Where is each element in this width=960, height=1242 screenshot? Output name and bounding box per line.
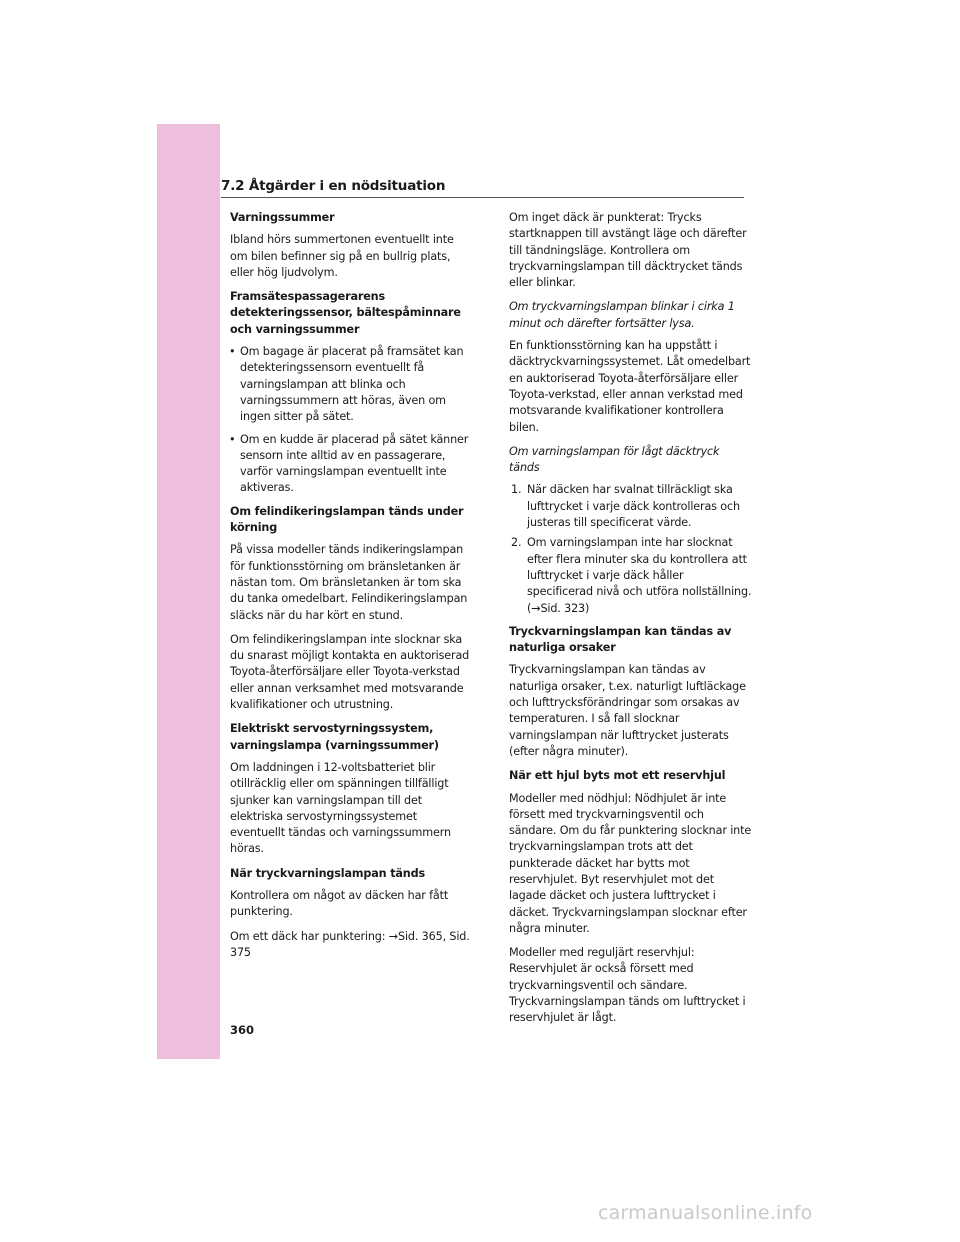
paragraph-page-reference: Om ett däck har punktering: →Sid. 365, Sid. 375 bbox=[230, 929, 470, 959]
step-text: Om varningslampan inte har slocknat efter flera minuter ska du kontrollera att lufttrycket i varje däck håller specificerad nivå och utföra nollställning. (→Sid. 323) bbox=[527, 536, 752, 615]
italic-subheading: Om tryckvarningslampan blinkar i cirka 1 minut och därefter fortsätter lysa. bbox=[509, 300, 735, 330]
heading-malfunction-lamp: Om felindikeringslampan tänds under körning bbox=[230, 504, 464, 535]
left-column bbox=[230, 210, 473, 969]
paragraph: På vissa modeller tänds indikeringslampan för funktionsstörning om bränsletanken är nästan tom. Om bränsletanken är tom ska du tanka omedelbart. Felindikeringslampan släcks när du har kört en stund. bbox=[230, 543, 468, 622]
page-number: 360 bbox=[230, 1023, 255, 1037]
heading-varningssummer: Varningssummer bbox=[230, 211, 335, 224]
chapter-color-tab bbox=[157, 124, 220, 1059]
heading-natural-causes: Tryckvarningslampan kan tändas av naturliga orsaker bbox=[509, 624, 732, 655]
list-item bbox=[509, 535, 752, 616]
heading-passenger-sensor: Framsätespassagerarens detekteringssensor, bältespåminnare och varningssummer bbox=[230, 290, 461, 336]
section-title: 7.2 Åtgärder i en nödsituation bbox=[221, 178, 446, 194]
paragraph: Om felindikeringslampan inte slocknar ska du snarast möjligt kontakta en auktoriserad Toyota-återförsäljare eller Toyota-verkstad eller annan verksamhet med motsvarande kvalifikationer och utrustning. bbox=[230, 632, 470, 712]
paragraph: Modeller med reguljärt reservhjul: Reservhjulet är också försett med tryckvarningsventil och sändare. Tryckvarningslampan tänds om lufttrycket i reservhjulet är lågt. bbox=[509, 946, 746, 1025]
list-item bbox=[509, 482, 752, 531]
paragraph: Kontrollera om något av däcken har fått punktering. bbox=[230, 888, 449, 919]
paragraph: Om laddningen i 12-voltsbatteriet blir otillräcklig eller om spänningen tillfälligt sjunker kan varningslampan till det elektriska servostyrningssystemet eventuellt tändas och varningssummern höras. bbox=[230, 760, 451, 856]
step-text: När däcken har svalnat tillräckligt ska lufttrycket i varje däck kontrolleras och justeras till specificerat värde. bbox=[527, 483, 740, 530]
list-item: • Om bagage är placerat på framsätet kan detekteringssensorn eventuellt få varningslampan att blinka och varningssummern att höras, även om ingen sitter på sätet. bbox=[230, 344, 473, 425]
list-item: • Om en kudde är placerad på sätet känner sensorn inte alltid av en passagerare, varför varningslampan eventuellt inte aktiveras. bbox=[230, 432, 473, 497]
italic-subheading: Om varningslampan för lågt däcktryck tänds bbox=[509, 444, 720, 475]
right-column bbox=[509, 210, 752, 1035]
paragraph: Ibland hörs summertonen eventuellt inte om bilen befinner sig på en bullrig plats, eller hög ljudvolym. bbox=[230, 233, 454, 279]
bullet-list bbox=[230, 344, 473, 497]
heading-power-steering: Elektriskt servostyrningssystem, varningslampa (varningssummer) bbox=[230, 722, 439, 752]
paragraph: Tryckvarningslampan kan tändas av naturliga orsaker, t.ex. naturligt luftläckage och lufttrycksförändringar som orsakas av temperaturen. I så fall slocknar varningslampan när lufttrycket justerats (efter några minuter). bbox=[509, 663, 746, 758]
section-header bbox=[221, 178, 744, 198]
watermark: carmanualsonline.info bbox=[598, 1202, 813, 1224]
step-number: 2. bbox=[511, 536, 522, 550]
heading-spare-wheel: När ett hjul byts mot ett reservhjul bbox=[509, 769, 726, 783]
numbered-list bbox=[509, 482, 752, 616]
paragraph: Modeller med nödhjul: Nödhjulet är inte försett med tryckvarningsventil och sändare. Om du får punktering slocknar inte tryckvarningslampan trots att det punkterade däcket har bytts mot reservhjulet. Byt reservhjulet mot det lagade däcket och justera lufttrycket i däcket. Tryckvarningslampan slocknar efter några minuter. bbox=[509, 791, 752, 935]
heading-tire-pressure-lamp: När tryckvarningslampan tänds bbox=[230, 866, 425, 880]
paragraph: Om inget däck är punkterat: Trycks startknappen till avstängt läge och därefter till tändningsläge. Kontrollera om tryckvarningslampan till däcktrycket tänds eller blinkar. bbox=[509, 211, 747, 290]
step-number: 1. bbox=[511, 483, 522, 497]
paragraph: En funktionsstörning kan ha uppstått i däcktryckvarningssystemet. Låt omedelbart en auktoriserad Toyota-återförsäljare eller Toyota-verkstad, eller annan verkstad med motsvarande kvalifikationer kontrollera bilen. bbox=[509, 339, 751, 434]
